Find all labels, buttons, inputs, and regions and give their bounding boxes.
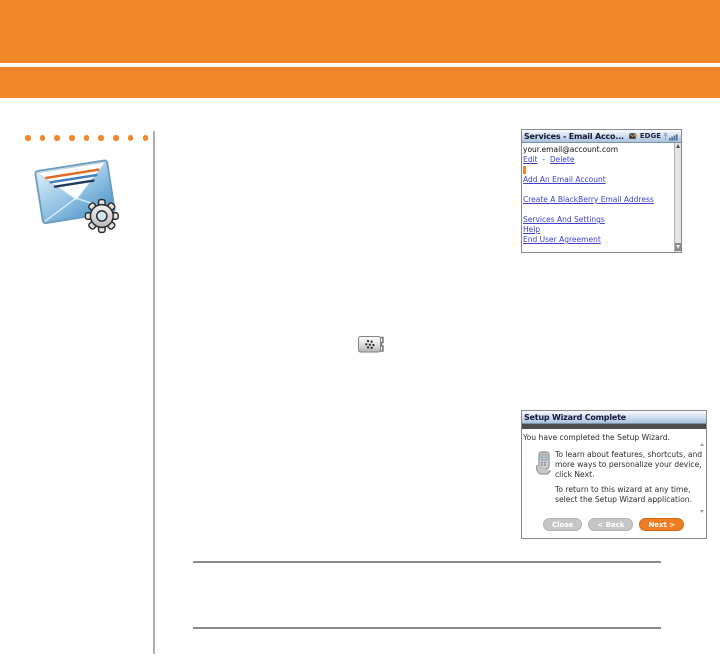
spacer-row — [523, 185, 673, 195]
text-cursor — [523, 166, 526, 174]
dot — [128, 135, 134, 141]
scroll-mark-down-icon — [700, 513, 704, 522]
add-email-row — [523, 175, 673, 185]
close-button[interactable]: Close — [543, 518, 582, 531]
edit-delete-row — [523, 155, 673, 165]
end-user-agreement-link[interactable]: End User Agreement — [523, 235, 601, 244]
sidebar-divider — [153, 131, 155, 654]
setup-wizard-screenshot — [521, 410, 707, 539]
screen1-status-cluster — [629, 132, 679, 141]
scroll-up-icon[interactable] — [676, 144, 680, 148]
device-icon — [535, 451, 552, 478]
sidebar-dot-row — [25, 135, 148, 141]
screen2-titlebar — [522, 411, 706, 424]
wizard-return-paragraph: To return to this wizard at any time, select the Setup Wizard application. — [555, 485, 692, 504]
screen2-title: Setup Wizard Complete — [524, 412, 626, 422]
add-email-account-link[interactable]: Add An Email Account — [523, 175, 606, 184]
scroll-down-icon — [676, 245, 680, 249]
delete-link[interactable]: Delete — [549, 155, 575, 164]
blackberry-menu-key-icon — [357, 333, 385, 360]
wizard-button-row — [543, 518, 684, 531]
screen1-scrollbar[interactable] — [674, 143, 681, 252]
spacer-row — [523, 205, 673, 215]
screen2-content — [522, 429, 706, 538]
edit-link[interactable]: Edit — [523, 155, 538, 164]
email-address-row: your.email@account.com — [523, 145, 619, 154]
network-indicator: EDGE — [639, 132, 661, 140]
email-settings-icon — [30, 150, 130, 246]
cursor-row — [523, 165, 673, 175]
dot — [25, 135, 31, 141]
help-link[interactable]: Help — [523, 225, 541, 234]
wizard-learn-paragraph: To learn about features, shortcuts, and more ways to personalize your device, click Next. — [555, 450, 703, 479]
dot — [98, 135, 104, 141]
note-rule-bottom — [193, 627, 661, 629]
dot — [54, 135, 60, 141]
dot — [113, 135, 119, 141]
screen1-content — [522, 143, 681, 252]
services-and-settings-link[interactable]: Services And Settings — [523, 215, 605, 224]
signal-strength-icon — [663, 132, 679, 141]
header-band-top — [0, 0, 720, 63]
services-settings-row — [523, 215, 673, 225]
back-button[interactable]: < Back — [588, 518, 633, 531]
create-address-row — [523, 195, 673, 205]
message-indicator-icon — [629, 132, 638, 140]
dot — [84, 135, 90, 141]
screen1-title: Services - Email Acco... — [524, 131, 624, 141]
services-email-screenshot — [521, 129, 682, 253]
dot — [69, 135, 75, 141]
scroll-down-button[interactable] — [675, 243, 682, 251]
help-row — [523, 225, 673, 235]
create-blackberry-address-link[interactable]: Create A BlackBerry Email Address — [523, 195, 654, 204]
wizard-complete-text: You have completed the Setup Wizard. — [523, 433, 670, 442]
header-band-bottom — [0, 67, 720, 98]
scroll-mark-up-icon — [700, 434, 704, 443]
dot — [143, 135, 149, 141]
note-rule-top — [193, 561, 661, 563]
next-button[interactable]: Next > — [639, 518, 684, 531]
screen1-titlebar — [522, 130, 681, 143]
dot — [40, 135, 46, 141]
link-separator: - — [542, 155, 546, 164]
eua-row — [523, 235, 673, 245]
